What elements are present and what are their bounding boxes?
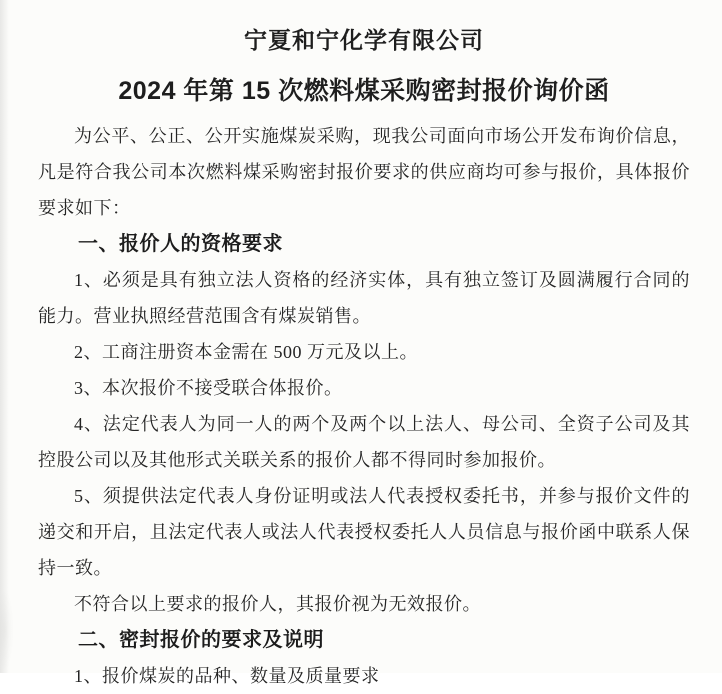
- qualification-item-4: 4、法定代表人为同一人的两个及两个以上法人、母公司、全资子公司及其控股公司以及其他形式关联关系的报价人都不得同时参加报价。: [38, 414, 690, 470]
- qualification-item-3: 3、本次报价不接受联合体报价。: [74, 378, 343, 398]
- section-1-heading: 一、报价人的资格要求: [78, 233, 283, 255]
- company-title: 宁夏和宁化学有限公司: [244, 27, 484, 53]
- qualification-item-1: 1、必须是具有独立法人资格的经济实体，具有独立签订及圆满履行合同的能力。营业执照经营范围含有煤炭销售。: [38, 270, 690, 326]
- qualification-item-5: 5、须提供法定代表人身份证明或法人代表授权委托书，并参与报价文件的递交和开启，且法定代表人或法人代表授权委托人人员信息与报价函中联系人保持一致。: [38, 486, 690, 578]
- document-title: 2024 年第 15 次燃料煤采购密封报价询价函: [118, 77, 610, 105]
- invalid-bid-note: 不符合以上要求的报价人，其报价视为无效报价。: [74, 594, 481, 614]
- section-2-heading: 二、密封报价的要求及说明: [78, 629, 324, 651]
- intro-paragraph: 为公平、公正、公开实施煤炭采购，现我公司面向市场公开发布询价信息，凡是符合我公司本次燃料煤采购密封报价要求的供应商均可参与报价，具体报价要求如下：: [38, 126, 690, 218]
- section-2-item-1-clipped: 1、报价煤炭的品种、数量及质量要求: [74, 666, 380, 686]
- document-body: [38, 118, 690, 694]
- qualification-item-2: 2、工商注册资本金需在 500 万元及以上。: [74, 342, 418, 362]
